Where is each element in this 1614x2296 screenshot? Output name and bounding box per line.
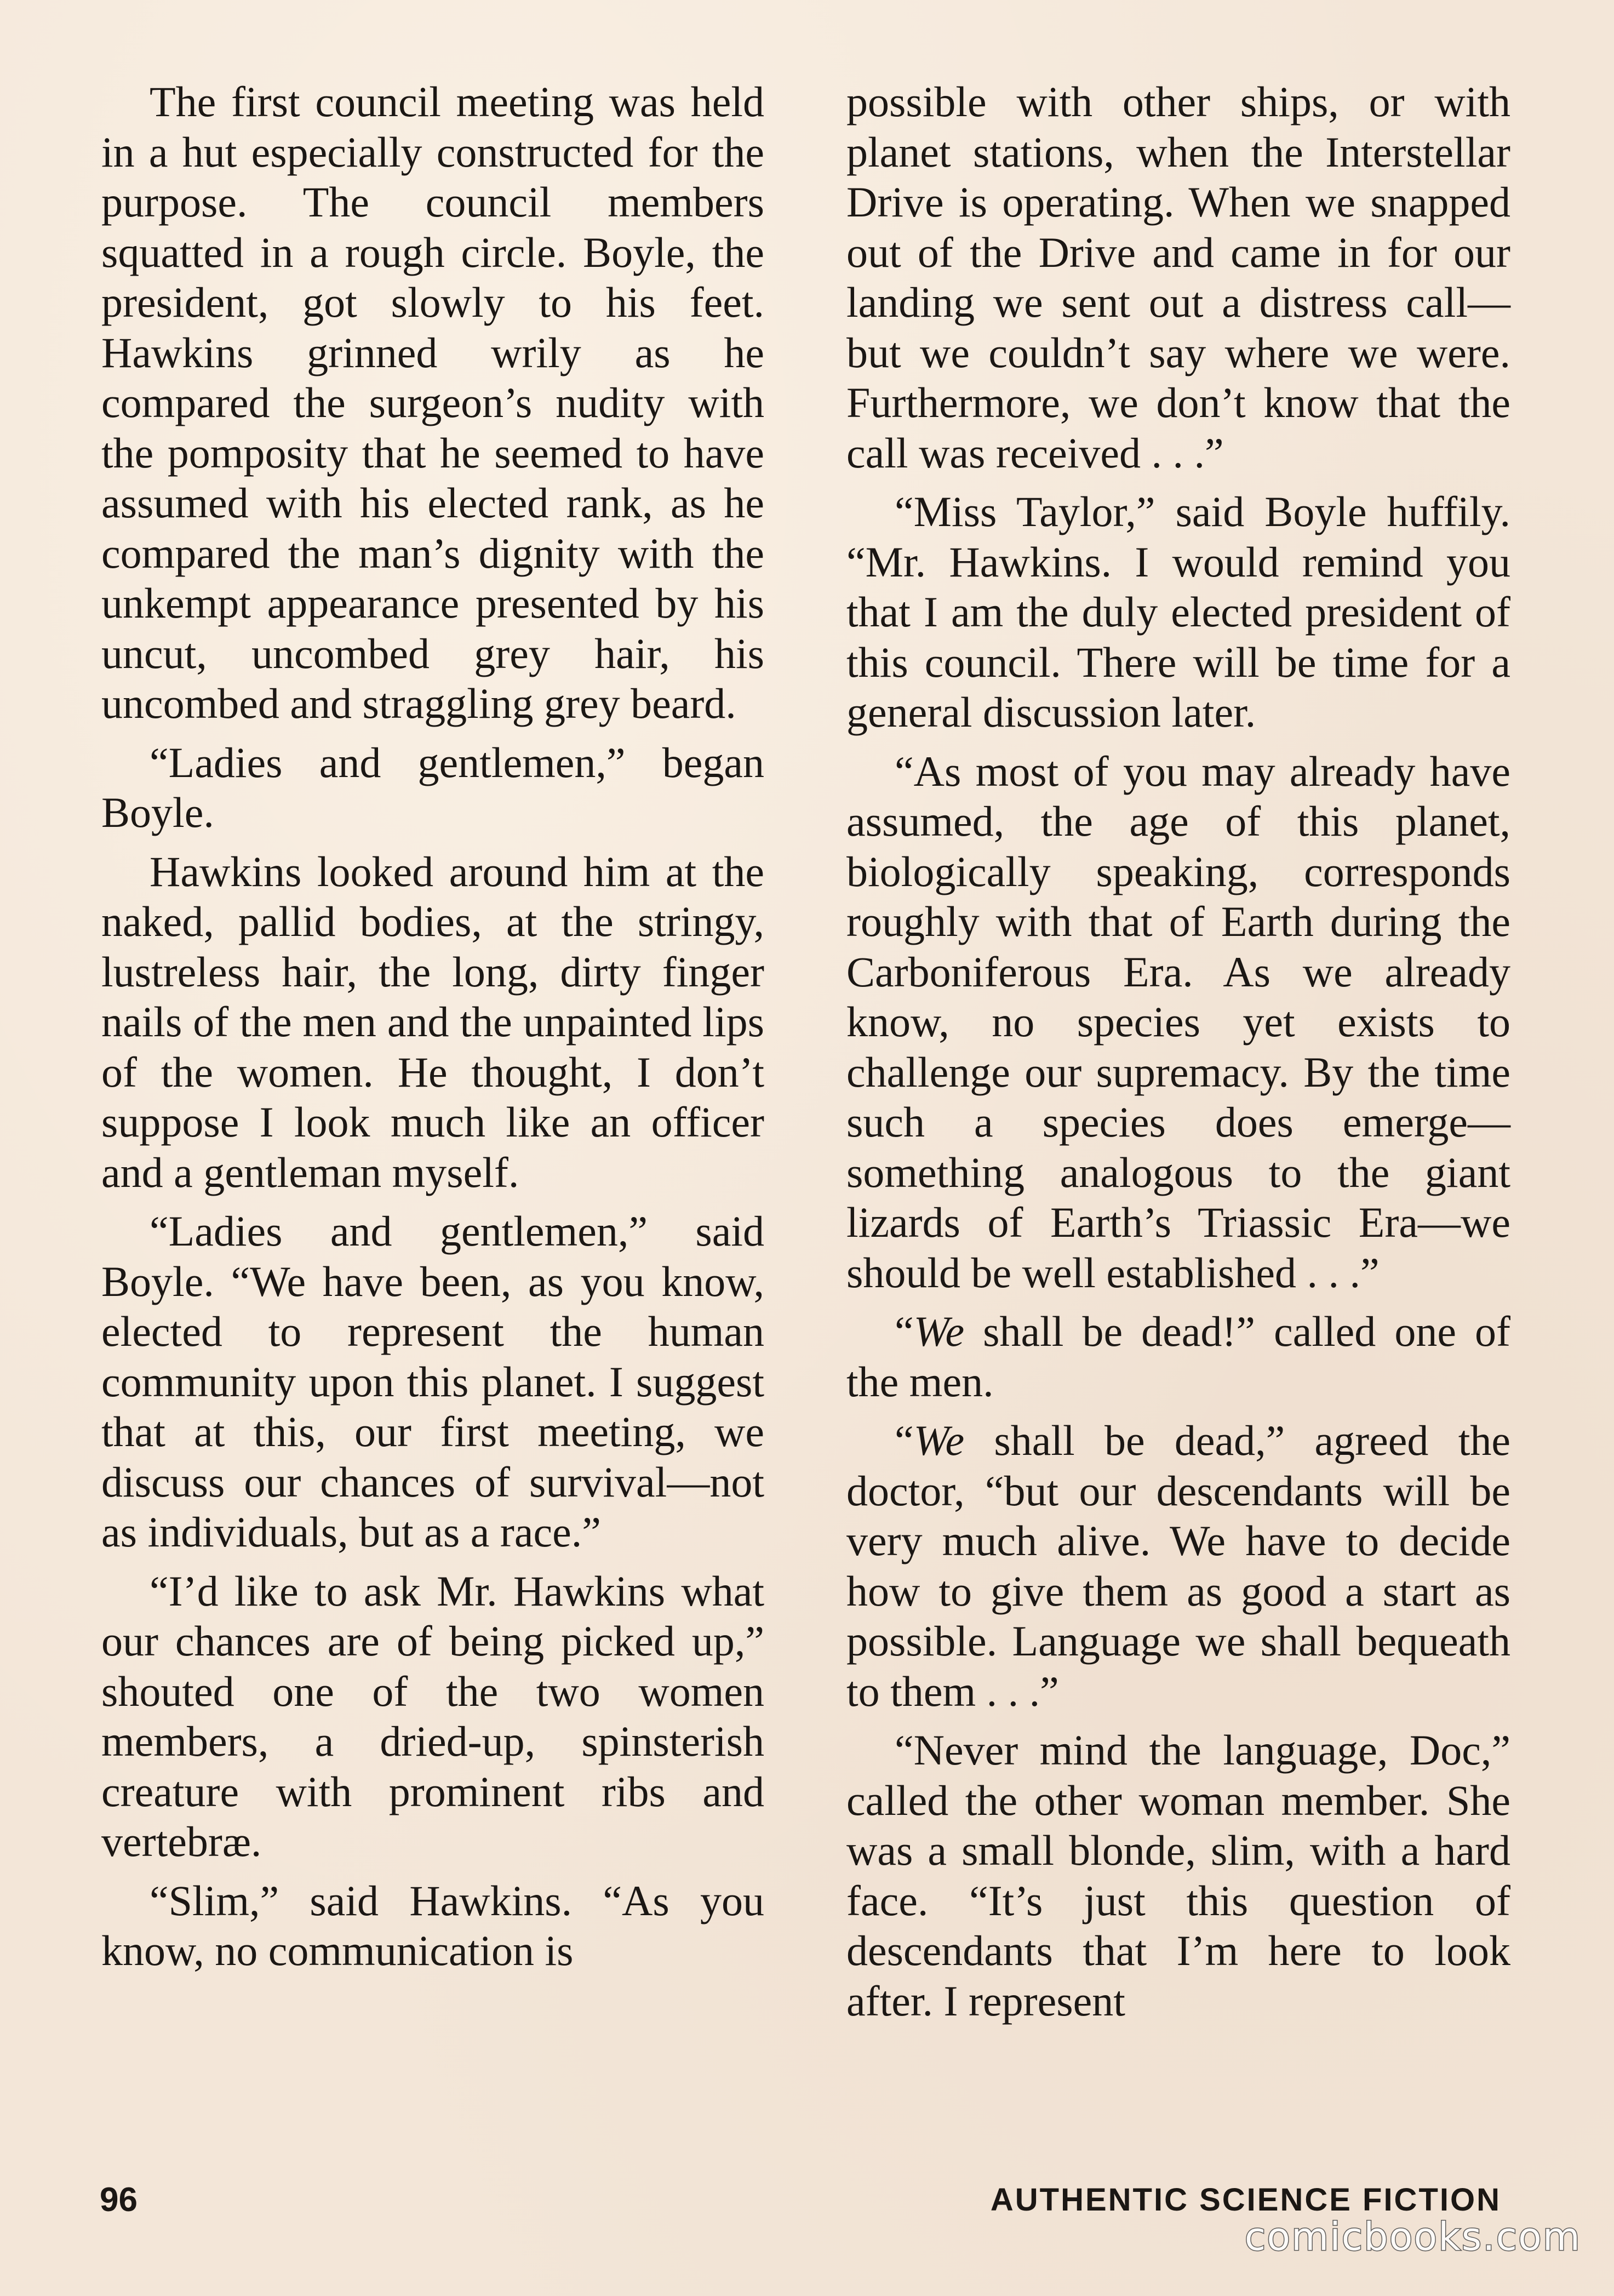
paragraph-reply-continued: possible with other ships, or with planet stations, when the Interstellar Drive is operating. When we snapped out of the Drive and came in for our landing we sent out a distress call—but we couldn’t say where we were. Furthermore, we don’t know that the call was received . . .” [846, 78, 1510, 477]
paragraph-ladies-began: “Ladies and gentlemen,” began Boyle. [101, 738, 764, 836]
open-quote: “ [895, 1307, 914, 1355]
left-text-column [101, 77, 764, 1985]
paragraph-text: shall be dead!” called one of the men. [846, 1307, 1510, 1406]
paragraph-never-mind: “Never mind the language, Doc,” called the other woman member. She was a small blonde, slim, with a hard face. “It’s just this question of descendants that I’m here to look after. I represent [846, 1726, 1510, 2025]
open-quote: “ [895, 1417, 914, 1464]
paragraph-woman-question: “I’d like to ask Mr. Hawkins what our chances are of being picked up,” shouted one of the two women members, a dried-up, spinsterish creature with prominent ribs and vertebræ. [101, 1567, 764, 1865]
paragraph-doctor-agreed [846, 1415, 1510, 1716]
page-number: 96 [100, 2181, 138, 2219]
right-text-column [846, 77, 1510, 2035]
running-head: AUTHENTIC SCIENCE FICTION [990, 2182, 1501, 2218]
emphasis-we: We [913, 1417, 965, 1464]
paragraph-boyle-huffily: “Miss Taylor,” said Boyle huffily. “Mr. Hawkins. I would remind you that I am the duly elected president of this council. There will be time for a general discussion later. [846, 488, 1510, 736]
paragraph-we-shall-be-dead [846, 1306, 1510, 1407]
paragraph-text: shall be dead,” agreed the doctor, “but our descendants will be very much alive. We have to decide how to give them as good a start as possible. Language we shall bequeath to them . . .” [846, 1417, 1510, 1715]
watermark: comicbooks.com [1244, 2214, 1581, 2259]
paragraph-hawkins-reply: “Slim,” said Hawkins. “As you know, no communication is [101, 1876, 764, 1974]
emphasis-we: We [913, 1307, 965, 1355]
paragraph-planet-age: “As most of you may already have assumed, the age of this planet, biologically speaking, corresponds roughly with that of Earth during the Carboniferous Era. As we already know, no species yet exists to challenge our supremacy. By the time such a species does emerge—something analogous to the giant lizards of Earth’s Triassic Era—we should be well established . . .” [846, 747, 1510, 1297]
paragraph-council-meeting: The first council meeting was held in a hut especially constructed for the purpose. The council members squatted in a rough circle. Boyle, the president, got slowly to his feet. Hawkins grinned wrily as he compared the surgeon’s nudity with the pomposity that he seemed to have assumed with his elected rank, as he compared the man’s dignity with the unkempt appearance presented by his uncut, uncombed grey hair, his uncombed and straggling grey beard. [101, 78, 764, 727]
paragraph-boyle-speech: “Ladies and gentlemen,” said Boyle. “We have been, as you know, elected to represent the human community upon this planet. I suggest that at this, our first meeting, we discuss our chances of survival—not as individuals, but as a race.” [101, 1207, 764, 1556]
paragraph-hawkins-looked: Hawkins looked around him at the naked, pallid bodies, at the stringy, lustreless hair, the long, dirty finger nails of the men and the unpainted lips of the women. He thought, I don’t suppose I look much like an officer and a gentleman myself. [101, 847, 764, 1196]
